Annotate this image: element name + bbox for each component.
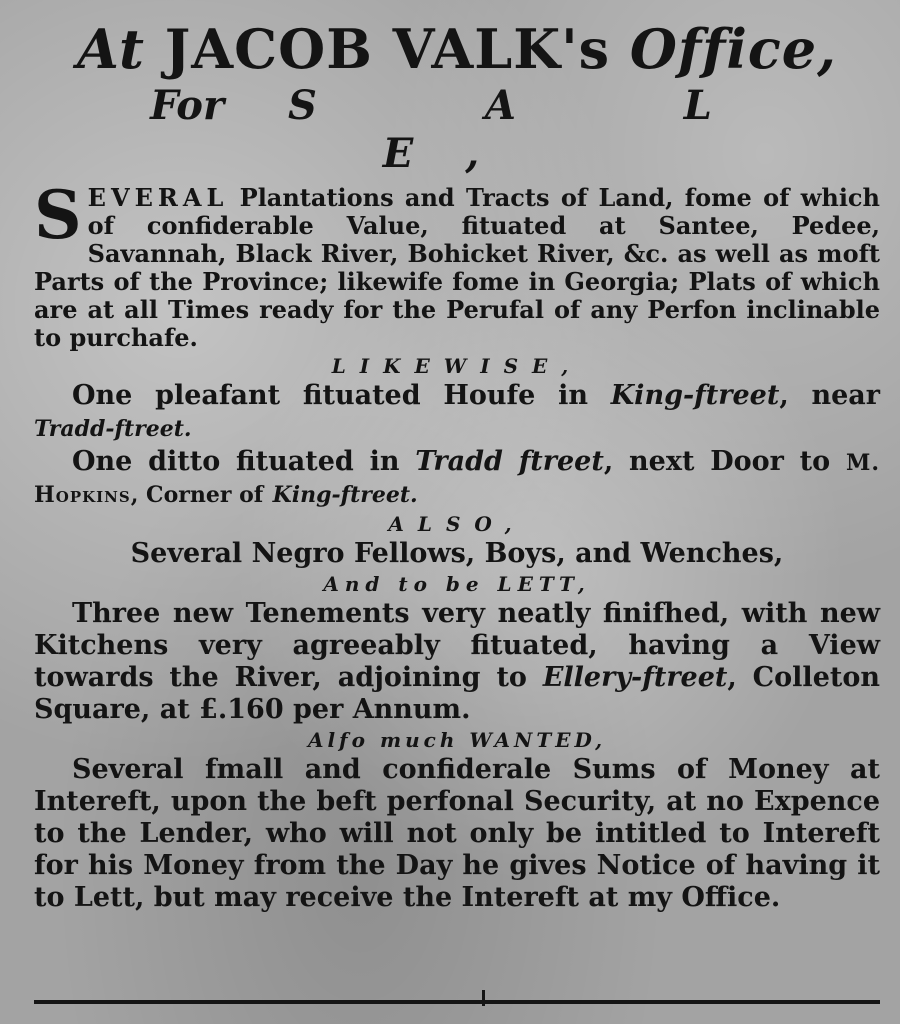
to-lett-heading: And to be LETT, xyxy=(323,572,591,596)
intro-lead: EVERAL xyxy=(87,183,229,212)
for-sale-heading xyxy=(34,82,880,178)
sale-word: S A L E, xyxy=(288,82,764,177)
king-street-label: King-ftreet xyxy=(610,380,780,411)
tradd-street-label-2: Tradd ftreet xyxy=(415,446,604,477)
house-one-paragraph xyxy=(34,380,880,444)
title-office: Office, xyxy=(629,17,837,81)
advertisement xyxy=(34,18,880,914)
bottom-rule xyxy=(34,1000,880,1004)
house-one-near: , near xyxy=(779,380,880,411)
money-paragraph xyxy=(34,754,880,914)
intro-text: Plantations and Tracts of Land, fome of which of confiderable Value, fituated at Santee, Pedee, Savannah, Black River, Bohicket River, &c. as well as moft Parts of the Province; likewife fome in Georgia; Plats of which are at all Times ready for the Perufal of any Perfon inclinable to purchafe. xyxy=(34,183,880,352)
house-two-next: , next Door to xyxy=(603,446,831,477)
house-two-text: One ditto fituated in xyxy=(72,446,400,477)
title-name: JACOB VALK's xyxy=(164,17,611,81)
tradd-street-label: Tradd-ftreet. xyxy=(34,416,192,442)
house-two-paragraph xyxy=(34,446,880,510)
tenements-text: Three new Tenements very neatly finifhed, with new Kitchens very agreeably fituated, having a View towards the River, adjoining to xyxy=(34,598,880,693)
tenements-price: , Colleton Square, at £.160 per Annum. xyxy=(34,662,880,725)
tenements-paragraph xyxy=(34,598,880,726)
ad-title xyxy=(34,18,880,80)
money-text: Several fmall and confiderale Sums of Money at Intereft, upon the beft perfonal Security, at no Expence to the Lender, who will not only be intitled to Intereft for his Money from the Day he gives Notice of having it to Lett, but may receive the Intereft at my Office. xyxy=(34,754,880,913)
for-word: For xyxy=(150,82,225,129)
likewise-heading: LIKEWISE, xyxy=(331,354,583,378)
house-one-text: One pleafant fituated Houfe in xyxy=(72,380,588,411)
title-at: At xyxy=(77,17,145,81)
negroes-line: Several Negro Fellows, Boys, and Wenches, xyxy=(130,538,784,569)
also-heading: ALSO, xyxy=(388,512,526,536)
wanted-heading: Alfo much WANTED, xyxy=(307,728,607,752)
king-street-label-2: King-ftreet. xyxy=(272,482,418,508)
intro-paragraph xyxy=(34,176,880,352)
drop-cap: S xyxy=(34,176,82,254)
house-two-corner: , Corner of xyxy=(130,482,264,508)
ellery-street-label: Ellery-ftreet xyxy=(542,662,728,693)
rule-tick xyxy=(482,990,485,1006)
hopkins-name: M. Hopkins xyxy=(34,450,880,508)
